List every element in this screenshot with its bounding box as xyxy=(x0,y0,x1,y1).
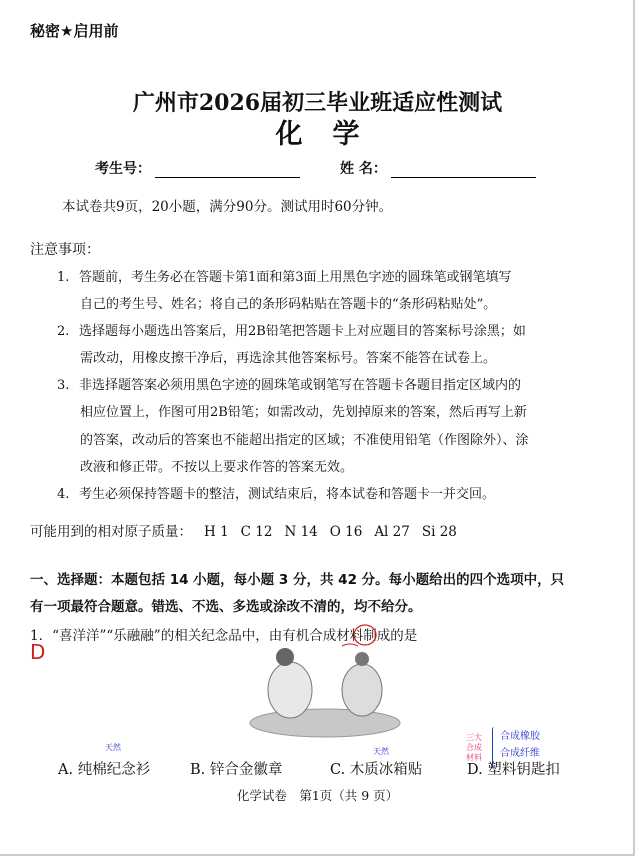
notice-line: 自己的考生号、姓名；将自己的条形码粘贴在答题卡的“条形码粘贴处”。 xyxy=(80,297,497,312)
atomic-mass: 可能用到的相对原子质量： H 1 C 12 N 14 O 16 Al 27 Si 28 xyxy=(30,524,457,540)
notice-line: 改液和修正带。不按以上要求作答的答案无效。 xyxy=(80,460,354,475)
handwritten-note: 合成橡胶 xyxy=(500,731,540,742)
option-b: B. 锌合金徽章 xyxy=(190,762,283,778)
handwritten-note: 天然 xyxy=(105,743,121,752)
handwritten-note: 天然 xyxy=(373,747,389,756)
handwritten-note: 三大合成材料 xyxy=(466,733,482,762)
notice-line: 的答案，改动后的答案也不能超出指定的区域；不准使用铅笔（作图除外）、涂 xyxy=(80,433,529,448)
page-footer: 化学试卷 第1页（共 9 页） xyxy=(236,788,399,803)
question-1-stem: 1．“喜洋洋”“乐融融”的相关纪念品中，由有机合成材料制成的是 xyxy=(30,628,418,644)
exam-no-label: 考生号： xyxy=(95,161,151,177)
subject-title: 化学 xyxy=(275,119,390,150)
handwritten-answer: D xyxy=(30,640,46,664)
option-d: D. 塑料钥匙扣 xyxy=(467,762,560,778)
notice-line: 需改动，用橡皮擦干净后，再选涂其他答案标号。答案不能答在试卷上。 xyxy=(80,351,497,366)
notice-line: 相应位置上，作图可用2B铅笔；如需改动，先划掉原来的答案，然后再写上新 xyxy=(80,405,527,420)
notice-item-3: 3. 非选择题答案必须用黑色字迹的圆珠笔或钢笔写在答题卡各题目指定区域内的 xyxy=(57,378,522,393)
exam-no-blank xyxy=(155,163,300,178)
option-a: A. 纯棉纪念衫 xyxy=(58,762,151,778)
notice-heading: 注意事项： xyxy=(30,242,100,258)
name-label: 姓 名： xyxy=(340,161,387,177)
option-c: C. 木质冰箱贴 xyxy=(330,762,423,778)
section-heading-cont: 有一项最符合题意。错选、不选、多选或涂改不清的，均不给分。 xyxy=(30,599,422,615)
notice-item-1: 1. 答题前，考生务必在答题卡第1面和第3面上用黑色字迹的圆珠笔或钢笔填写 xyxy=(57,270,512,285)
section-heading: 一、选择题：本题包括 14 小题，每小题 3 分，共 42 分。每小题给出的四个选项中，只 xyxy=(30,572,565,588)
mascot-image xyxy=(230,645,420,740)
exam-no-field xyxy=(95,158,300,178)
notice-item-4: 4. 考生必须保持答题卡的整洁，测试结束后，将本试卷和答题卡一并交回。 xyxy=(57,487,496,502)
handwritten-note: 合成纤维 xyxy=(500,748,540,759)
intro-text: 本试卷共9页，20小题，满分90分。测试用时60分钟。 xyxy=(62,199,393,215)
notice-item-2: 2. 选择题每小题选出答案后，用2B铅笔把答题卡上对应题目的答案标号涂黑；如 xyxy=(57,324,526,339)
name-field xyxy=(340,158,536,178)
name-blank xyxy=(391,163,536,178)
secret-label: 秘密★启用前 xyxy=(30,22,119,40)
exam-title: 广州市2026届初三毕业班适应性测试 xyxy=(132,90,503,116)
